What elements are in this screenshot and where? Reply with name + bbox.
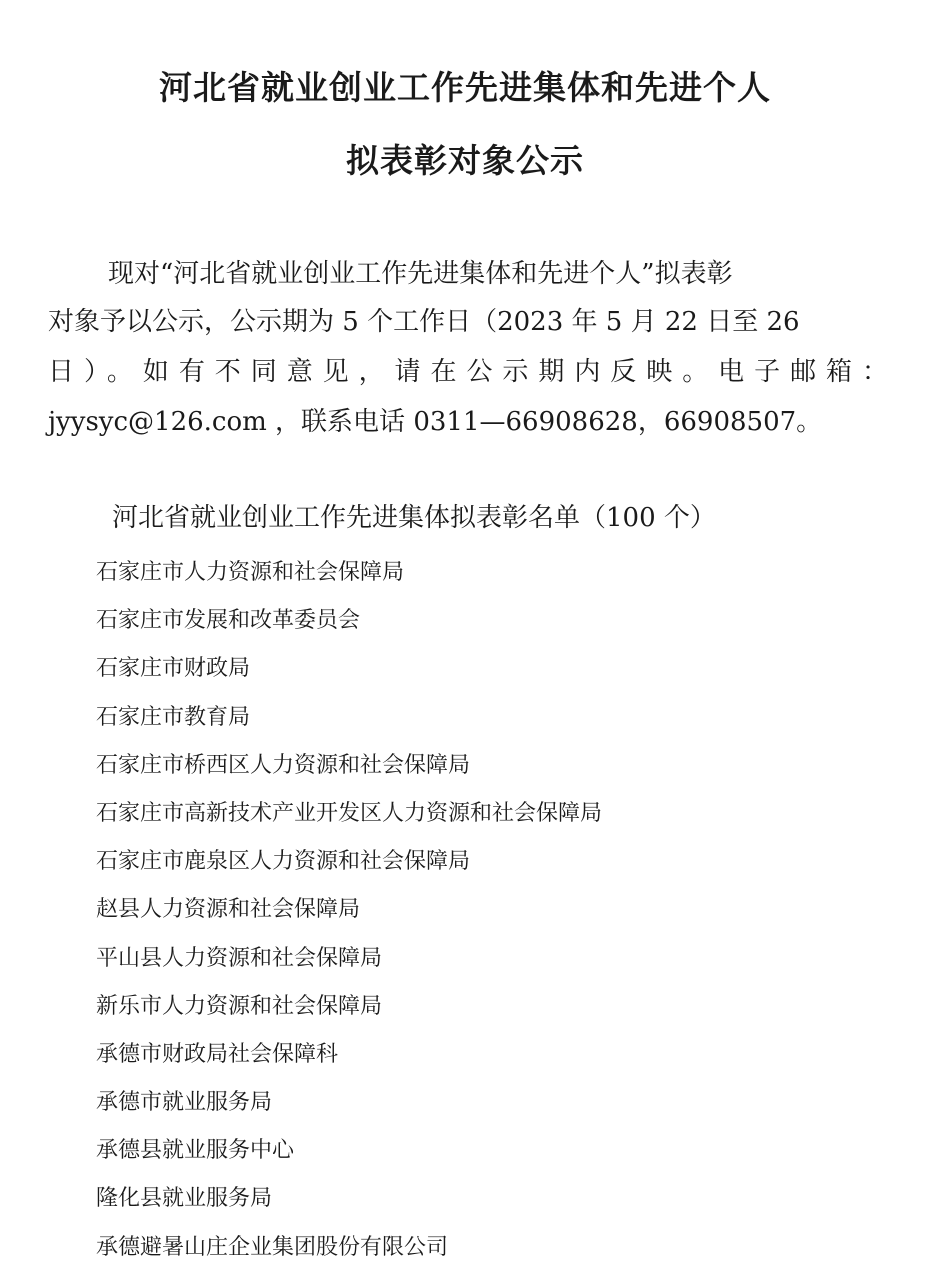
list-item: 承德避暑山庄企业集团股份有限公司 (96, 1234, 449, 1260)
list-item: 承德市财政局社会保障科 (96, 1041, 339, 1067)
list-item: 石家庄市发展和改革委员会 (96, 608, 361, 634)
list-item: 新乐市人力资源和社会保障局 (96, 993, 383, 1019)
notice-paragraph-line: 对象予以公示，公示期为 5 个工作日（2023 年 5 月 22 日至 26 (48, 307, 800, 337)
notice-paragraph-line: jyysyc@126.com ，联系电话 0311—66908628，66908507。 (48, 407, 823, 437)
organization-list (96, 556, 602, 1279)
list-item: 石家庄市高新技术产业开发区人力资源和社会保障局 (96, 800, 603, 826)
list-item: 平山县人力资源和社会保障局 (96, 945, 383, 971)
list-heading: 河北省就业创业工作先进集体拟表彰名单（100 个） (112, 503, 716, 533)
document-title-line-1: 河北省就业创业工作先进集体和先进个人 (159, 68, 771, 107)
list-item: 承德市就业服务局 (96, 1090, 273, 1116)
notice-paragraph-line: 现对“河北省就业创业工作先进集体和先进个人”拟表彰 (108, 259, 733, 289)
list-item: 石家庄市财政局 (96, 656, 251, 682)
list-item: 隆化县就业服务局 (96, 1186, 273, 1212)
list-item: 石家庄市鹿泉区人力资源和社会保障局 (96, 849, 471, 875)
list-item: 石家庄市教育局 (96, 704, 251, 730)
notice-paragraph-line: 日）。如有不同意见，请在公示期内反映。电子邮箱： (48, 357, 888, 387)
list-item: 赵县人力资源和社会保障局 (96, 897, 361, 923)
list-item: 承德县就业服务中心 (96, 1138, 295, 1164)
document-title-line-2: 拟表彰对象公示 (346, 141, 584, 180)
list-item: 石家庄市人力资源和社会保障局 (96, 560, 405, 585)
list-item: 石家庄市桥西区人力资源和社会保障局 (96, 752, 471, 778)
